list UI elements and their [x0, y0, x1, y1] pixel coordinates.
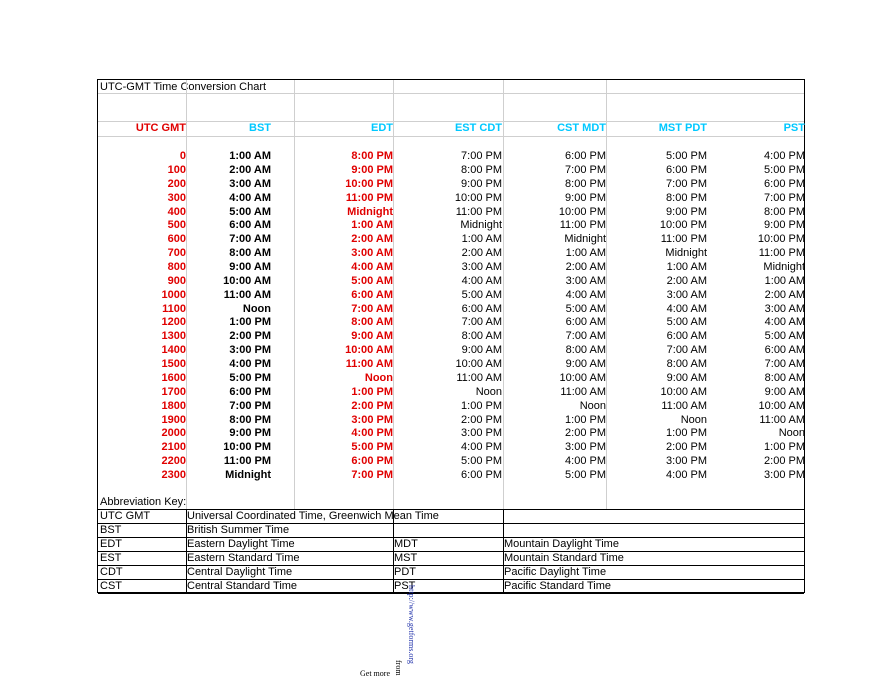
cell-est-cdt: 7:00 PM	[461, 150, 502, 162]
cell-est-cdt: 3:00 AM	[461, 261, 502, 273]
cell-utc-gmt: 1100	[162, 302, 186, 315]
cell-edt: 4:00 PM	[351, 427, 393, 440]
cell-edt: 3:00 AM	[351, 247, 393, 260]
cell-pst: 10:00 PM	[757, 233, 805, 246]
cell-bst: 10:00 AM	[223, 274, 271, 287]
key-abbreviation: UTC GMT	[100, 510, 151, 522]
cell-cst-mdt: 2:00 AM	[565, 261, 606, 273]
footer-url-text: http://www.getforms.org	[407, 585, 416, 664]
cell-utc-gmt: 1400	[161, 344, 186, 357]
key-description: British Summer Time	[187, 524, 290, 536]
cell-est-cdt: Midnight	[460, 219, 502, 232]
cell-edt: 6:00 PM	[351, 455, 393, 468]
cell-bst: 9:00 AM	[229, 261, 271, 273]
cell-edt: 7:00 PM	[351, 469, 393, 481]
cell-est-cdt: 9:00 AM	[461, 344, 502, 357]
cell-edt: 4:00 AM	[351, 261, 393, 273]
cell-cst-mdt: 11:00 AM	[560, 385, 606, 398]
cell-bst: 5:00 PM	[229, 371, 271, 384]
key-description: Central Daylight Time	[187, 566, 293, 578]
cell-utc-gmt: 1300	[161, 330, 186, 343]
cell-bst: 1:00 AM	[229, 150, 271, 162]
cell-cst-mdt: 9:00 AM	[565, 358, 606, 370]
cell-pst: 11:00 PM	[758, 247, 805, 260]
cell-est-cdt: 10:00 PM	[454, 191, 502, 204]
abbreviation-key-heading: Abbreviation Key:	[100, 496, 187, 508]
cell-utc-gmt: 300	[167, 191, 186, 204]
cell-mst-pdt: 6:00 AM	[666, 330, 707, 343]
cell-mst-pdt: Noon	[680, 413, 707, 426]
cell-mst-pdt: 8:00 AM	[666, 358, 707, 370]
cell-est-cdt: 5:00 AM	[461, 288, 502, 301]
footer-from-text: from	[394, 660, 403, 676]
cell-pst: 8:00 AM	[764, 371, 805, 384]
cell-mst-pdt: 10:00 AM	[660, 385, 707, 398]
cell-bst: 3:00 AM	[229, 177, 271, 190]
cell-edt: 2:00 PM	[351, 399, 393, 412]
cell-utc-gmt: 400	[167, 205, 186, 218]
cell-est-cdt: 8:00 PM	[461, 163, 502, 176]
cell-pst: 9:00 PM	[764, 219, 805, 232]
cell-est-cdt: 2:00 PM	[461, 413, 502, 426]
cell-cst-mdt: 2:00 PM	[565, 427, 606, 440]
cell-bst: 4:00 PM	[229, 358, 271, 370]
row-divider	[98, 93, 804, 94]
cell-est-cdt: 11:00 PM	[455, 205, 502, 218]
cell-bst: 5:00 AM	[229, 205, 271, 218]
footer-url-link[interactable]	[404, 585, 416, 677]
cell-cst-mdt: 8:00 AM	[565, 344, 606, 357]
cell-edt: 8:00 AM	[351, 316, 393, 329]
cell-bst: Noon	[242, 302, 271, 315]
cell-mst-pdt: 1:00 PM	[666, 427, 707, 440]
conversion-sheet	[97, 79, 805, 593]
key-abbreviation: BST	[100, 524, 122, 536]
cell-cst-mdt: 9:00 PM	[565, 191, 606, 204]
cell-cst-mdt: 11:00 PM	[559, 219, 606, 232]
header-bst: BST	[249, 122, 271, 134]
cell-cst-mdt: 5:00 PM	[565, 469, 606, 481]
cell-bst: 8:00 PM	[229, 413, 271, 426]
cell-est-cdt: 6:00 PM	[461, 469, 502, 481]
cell-utc-gmt: 900	[167, 274, 186, 287]
key-abbreviation: PDT	[394, 566, 416, 578]
cell-cst-mdt: 4:00 AM	[565, 288, 606, 301]
header-pst: PST	[783, 122, 805, 134]
cell-utc-gmt: 600	[167, 233, 186, 246]
cell-utc-gmt: 2000	[161, 427, 186, 440]
footer-get-more: Get more	[360, 669, 390, 678]
cell-mst-pdt: 4:00 AM	[666, 302, 707, 315]
cell-bst: 6:00 AM	[229, 219, 271, 232]
cell-cst-mdt: Noon	[579, 399, 606, 412]
cell-est-cdt: 8:00 AM	[461, 330, 502, 343]
cell-utc-gmt: 500	[167, 219, 186, 232]
cell-mst-pdt: 5:00 PM	[666, 150, 707, 162]
cell-pst: 6:00 PM	[764, 177, 805, 190]
cell-cst-mdt: 6:00 AM	[565, 316, 606, 329]
cell-pst: 11:00 AM	[759, 413, 805, 426]
cell-edt: 3:00 PM	[351, 413, 393, 426]
cell-est-cdt: 3:00 PM	[461, 427, 502, 440]
cell-mst-pdt: 7:00 PM	[666, 177, 707, 190]
key-description: Central Standard Time	[187, 580, 298, 592]
cell-est-cdt: 1:00 AM	[461, 233, 502, 246]
cell-mst-pdt: 3:00 AM	[666, 288, 707, 301]
key-description: Eastern Standard Time	[187, 552, 300, 564]
cell-cst-mdt: 1:00 AM	[565, 247, 606, 260]
cell-est-cdt: 11:00 AM	[456, 371, 502, 384]
cell-cst-mdt: 7:00 PM	[565, 163, 606, 176]
cell-cst-mdt: Midnight	[564, 233, 606, 246]
cell-utc-gmt: 1500	[161, 358, 186, 370]
cell-est-cdt: 2:00 AM	[461, 247, 502, 260]
cell-utc-gmt: 1000	[161, 288, 186, 301]
cell-bst: 3:00 PM	[229, 344, 271, 357]
cell-pst: 2:00 AM	[764, 288, 805, 301]
key-description: Mountain Daylight Time	[504, 538, 619, 550]
cell-mst-pdt: 7:00 AM	[666, 344, 707, 357]
cell-bst: Midnight	[225, 469, 271, 481]
key-abbreviation: CDT	[100, 566, 123, 578]
column-divider	[393, 80, 394, 510]
cell-utc-gmt: 800	[167, 261, 186, 273]
cell-edt: 2:00 AM	[351, 233, 393, 246]
footer-from	[393, 660, 403, 680]
cell-edt: 11:00 AM	[345, 358, 393, 370]
cell-edt: 1:00 AM	[351, 219, 393, 232]
key-description: Universal Coordinated Time, Greenwich Mean Time	[187, 510, 439, 522]
cell-pst: 10:00 AM	[758, 399, 805, 412]
cell-edt: 10:00 PM	[345, 177, 393, 190]
cell-bst: 8:00 AM	[229, 247, 271, 260]
cell-utc-gmt: 1600	[161, 371, 186, 384]
cell-pst: 7:00 PM	[764, 191, 805, 204]
cell-bst: 2:00 AM	[229, 163, 271, 176]
key-abbreviation: MDT	[394, 538, 418, 550]
cell-cst-mdt: 3:00 PM	[565, 441, 606, 454]
cell-pst: 5:00 PM	[764, 163, 805, 176]
key-description: Mountain Standard Time	[504, 552, 624, 564]
cell-est-cdt: 5:00 PM	[461, 455, 502, 468]
cell-pst: 1:00 AM	[764, 274, 805, 287]
cell-pst: 1:00 PM	[764, 441, 805, 454]
header-mst-pdt: MST PDT	[658, 122, 707, 134]
cell-pst: 5:00 AM	[764, 330, 805, 343]
cell-pst: 8:00 PM	[764, 205, 805, 218]
cell-edt: Midnight	[347, 205, 393, 218]
cell-mst-pdt: 8:00 PM	[666, 191, 707, 204]
cell-cst-mdt: 3:00 AM	[565, 274, 606, 287]
cell-mst-pdt: 2:00 PM	[666, 441, 707, 454]
cell-mst-pdt: 9:00 PM	[666, 205, 707, 218]
key-abbreviation: PST	[394, 580, 416, 592]
cell-bst: 11:00 PM	[223, 455, 271, 468]
header-cst-mdt: CST MDT	[557, 122, 606, 134]
cell-bst: 2:00 PM	[229, 330, 271, 343]
cell-edt: 5:00 AM	[351, 274, 393, 287]
cell-utc-gmt: 2100	[161, 441, 186, 454]
key-description: Pacific Daylight Time	[504, 566, 607, 578]
cell-utc-gmt: 1900	[161, 413, 186, 426]
header-edt: EDT	[371, 122, 393, 134]
key-abbreviation: MST	[394, 552, 418, 564]
cell-bst: 9:00 PM	[229, 427, 271, 440]
header-est-cdt: EST CDT	[454, 122, 502, 134]
cell-edt: 9:00 AM	[351, 330, 393, 343]
cell-edt: 9:00 PM	[351, 163, 393, 176]
cell-edt: 11:00 PM	[345, 191, 393, 204]
cell-utc-gmt: 100	[167, 163, 186, 176]
cell-cst-mdt: 10:00 PM	[558, 205, 606, 218]
cell-mst-pdt: 5:00 AM	[666, 316, 707, 329]
cell-bst: 11:00 AM	[223, 288, 271, 301]
cell-mst-pdt: 11:00 AM	[661, 399, 707, 412]
cell-edt: 6:00 AM	[351, 288, 393, 301]
cell-edt: Noon	[364, 371, 393, 384]
cell-pst: Midnight	[763, 261, 805, 273]
cell-mst-pdt: Midnight	[665, 247, 707, 260]
cell-pst: Noon	[778, 427, 805, 440]
cell-est-cdt: 10:00 AM	[455, 358, 502, 370]
cell-cst-mdt: 6:00 PM	[565, 150, 606, 162]
cell-utc-gmt: 2300	[161, 469, 186, 481]
cell-cst-mdt: 5:00 AM	[565, 302, 606, 315]
cell-edt: 5:00 PM	[351, 441, 393, 454]
cell-mst-pdt: 9:00 AM	[666, 371, 707, 384]
key-abbreviation: EST	[100, 552, 122, 564]
cell-cst-mdt: 4:00 PM	[565, 455, 606, 468]
cell-utc-gmt: 200	[167, 177, 186, 190]
cell-utc-gmt: 2200	[161, 455, 186, 468]
key-description: Eastern Daylight Time	[187, 538, 295, 550]
cell-bst: 1:00 PM	[229, 316, 271, 329]
cell-est-cdt: Noon	[475, 385, 502, 398]
cell-edt: 1:00 PM	[351, 385, 393, 398]
key-abbreviation: CST	[100, 580, 122, 592]
cell-pst: 2:00 PM	[764, 455, 805, 468]
cell-edt: 8:00 PM	[351, 150, 393, 162]
cell-bst: 6:00 PM	[229, 385, 271, 398]
cell-mst-pdt: 1:00 AM	[666, 261, 707, 273]
cell-edt: 7:00 AM	[351, 302, 393, 315]
cell-mst-pdt: 11:00 PM	[660, 233, 707, 246]
cell-pst: 3:00 PM	[764, 469, 805, 481]
row-divider	[98, 136, 804, 137]
sheet-title: UTC-GMT Time Conversion Chart	[100, 81, 267, 93]
cell-est-cdt: 4:00 PM	[461, 441, 502, 454]
cell-pst: 7:00 AM	[764, 358, 805, 370]
cell-mst-pdt: 3:00 PM	[666, 455, 707, 468]
key-description: Pacific Standard Time	[504, 580, 611, 592]
cell-mst-pdt: 6:00 PM	[666, 163, 707, 176]
column-divider	[186, 80, 187, 510]
key-row-divider	[98, 593, 804, 594]
cell-pst: 9:00 AM	[764, 385, 805, 398]
cell-cst-mdt: 7:00 AM	[565, 330, 606, 343]
cell-utc-gmt: 700	[167, 247, 186, 260]
cell-utc-gmt: 1700	[161, 385, 186, 398]
cell-pst: 4:00 PM	[764, 150, 805, 162]
cell-cst-mdt: 8:00 PM	[565, 177, 606, 190]
cell-est-cdt: 7:00 AM	[461, 316, 502, 329]
column-divider	[294, 80, 295, 510]
cell-mst-pdt: 10:00 PM	[659, 219, 707, 232]
cell-bst: 7:00 AM	[229, 233, 271, 246]
key-abbreviation: EDT	[100, 538, 122, 550]
cell-pst: 3:00 AM	[764, 302, 805, 315]
cell-est-cdt: 9:00 PM	[461, 177, 502, 190]
cell-bst: 10:00 PM	[223, 441, 271, 454]
cell-bst: 4:00 AM	[229, 191, 271, 204]
cell-pst: 4:00 AM	[764, 316, 805, 329]
cell-utc-gmt: 1800	[161, 399, 186, 412]
cell-pst: 6:00 AM	[764, 344, 805, 357]
cell-utc-gmt: 0	[179, 150, 186, 162]
cell-cst-mdt: 1:00 PM	[565, 413, 606, 426]
header-utc-gmt: UTC GMT	[135, 122, 186, 134]
cell-est-cdt: 4:00 AM	[461, 274, 502, 287]
column-divider	[606, 80, 607, 510]
cell-mst-pdt: 4:00 PM	[666, 469, 707, 481]
cell-est-cdt: 6:00 AM	[461, 302, 502, 315]
cell-utc-gmt: 1200	[161, 316, 186, 329]
cell-edt: 10:00 AM	[345, 344, 393, 357]
cell-bst: 7:00 PM	[229, 399, 271, 412]
cell-est-cdt: 1:00 PM	[461, 399, 502, 412]
column-divider	[503, 80, 504, 510]
cell-cst-mdt: 10:00 AM	[559, 371, 606, 384]
cell-mst-pdt: 2:00 AM	[666, 274, 707, 287]
